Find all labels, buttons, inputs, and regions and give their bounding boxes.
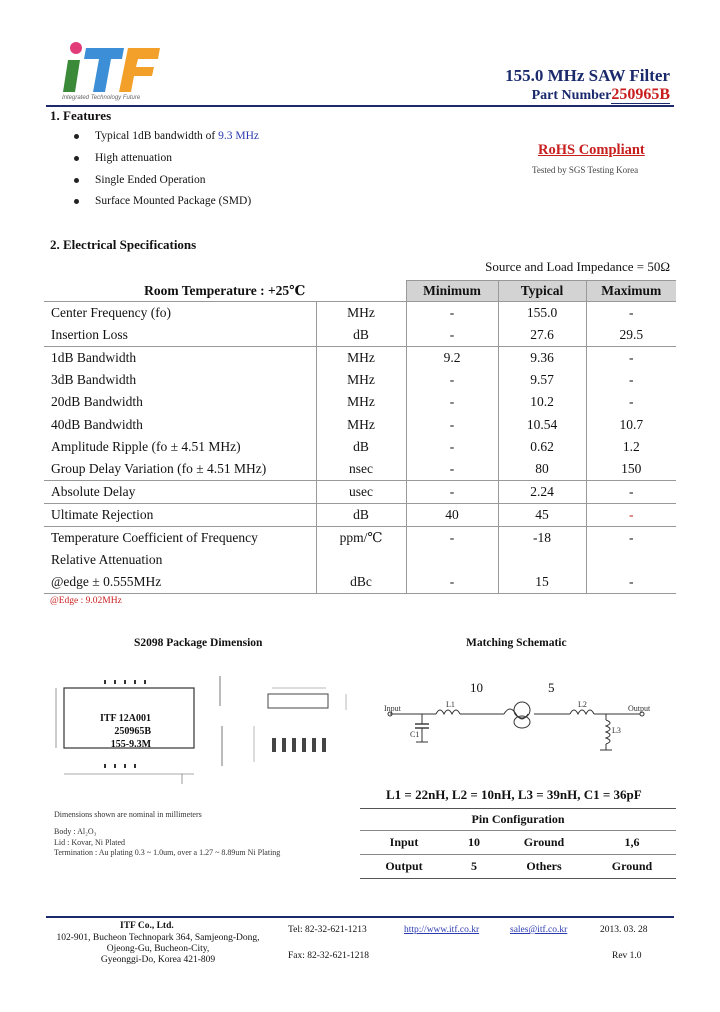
matching-caption: Matching Schematic — [466, 637, 567, 649]
website-link[interactable]: http://www.itf.co.kr — [404, 925, 480, 935]
marking-line: 155-9.3M — [110, 739, 152, 750]
footer-divider — [46, 916, 674, 918]
table-row: Input 10 Ground 1,6 — [360, 831, 676, 855]
bullet-icon — [74, 178, 79, 183]
document-date: 2013. 03. 28 — [600, 925, 648, 935]
pin-config-title: Pin Configuration — [360, 809, 676, 831]
port-label-left: 10 — [470, 680, 483, 695]
table-row: Ultimate Rejection dB 40 45 - — [44, 503, 676, 526]
table-row: Relative Attenuation — [44, 549, 676, 571]
col-maximum: Maximum — [586, 281, 676, 302]
company-address: 102-901, Bucheon Technopark 364, Samjeong-Dong, Ojeong-Gu, Bucheon-City, Gyeonggi-Do, Korea 421-809 — [56, 933, 260, 965]
header-divider — [46, 105, 674, 107]
impedance-note: Source and Load Impedance = 50Ω — [485, 259, 670, 274]
l3-label: L3 — [612, 726, 621, 735]
table-row: 20dB Bandwidth MHz - 10.2 - — [44, 391, 676, 413]
col-typical: Typical — [498, 281, 586, 302]
bullet-icon — [74, 199, 79, 204]
bullet-icon — [74, 156, 79, 161]
bullet-icon — [74, 134, 79, 139]
marking-line: ITF 12A001 — [100, 713, 152, 724]
telephone: Tel: 82-32-621-1213 — [288, 925, 367, 935]
l1-label: L1 — [446, 700, 455, 709]
table-row: Temperature Coefficient of Frequency ppm/℃ - -18 - — [44, 526, 676, 549]
table-row: Center Frequency (fo) MHz - 155.0 - — [44, 302, 676, 325]
component-values: L1 = 22nH, L2 = 10nH, L3 = 39nH, C1 = 36pF — [386, 787, 642, 802]
table-row: @edge ± 0.555MHz dBc - 15 - — [44, 571, 676, 594]
col-minimum: Minimum — [406, 281, 498, 302]
pin-title-row — [360, 809, 676, 831]
dimension-note: Dimensions shown are nominal in millimeters — [54, 810, 202, 819]
feature-item: Surface Mounted Package (SMD) — [74, 195, 251, 207]
features-heading: 1. Features — [50, 108, 112, 123]
l2-label: L2 — [578, 700, 587, 709]
rohs-badge: RoHS Compliant — [538, 142, 645, 158]
table-row: 3dB Bandwidth MHz - 9.57 - — [44, 369, 676, 391]
part-number: 250965B — [611, 86, 670, 103]
email-link[interactable]: sales@itf.co.kr — [510, 925, 568, 935]
fax: Fax: 82-32-621-1218 — [288, 951, 370, 961]
table-row: Amplitude Ripple (fo ± 4.51 MHz) dB - 0.62 1.2 — [44, 436, 676, 458]
document-title: 155.0 MHz SAW Filter — [505, 66, 670, 85]
spec-header-row — [44, 281, 676, 302]
feature-item: Single Ended Operation — [74, 174, 206, 186]
package-marking — [100, 712, 151, 751]
table-row: Output 5 Others Ground — [360, 855, 676, 879]
body-material: Body : Al₂O₃ — [54, 827, 97, 836]
room-temperature: Room Temperature : +25℃ — [44, 281, 406, 302]
input-label: Input — [384, 704, 401, 713]
electrical-heading: 2. Electrical Specifications — [50, 237, 197, 252]
table-row: Absolute Delay usec - 2.24 - — [44, 480, 676, 503]
part-number-line — [532, 86, 670, 104]
feature-highlight: 9.3 MHz — [218, 130, 260, 142]
pin-configuration-table — [360, 808, 676, 879]
feature-item: High attenuation — [74, 152, 172, 164]
revision: Rev 1.0 — [612, 951, 642, 961]
table-row: 1dB Bandwidth MHz 9.2 9.36 - — [44, 347, 676, 370]
table-row: Insertion Loss dB - 27.6 29.5 — [44, 324, 676, 347]
table-row: 40dB Bandwidth MHz - 10.54 10.7 — [44, 413, 676, 435]
c1-label: C1 — [410, 730, 420, 739]
package-caption: S2098 Package Dimension — [134, 637, 263, 649]
table-row: Group Delay Variation (fo ± 4.51 MHz) nsec - 80 150 — [44, 458, 676, 481]
lid-material: Lid : Kovar, Ni Plated — [54, 838, 125, 847]
logo-tagline: Integrated Technology Future — [62, 95, 141, 101]
spec-table — [44, 280, 676, 594]
port-label-right: 5 — [548, 680, 555, 695]
rohs-tested-by: Tested by SGS Testing Korea — [532, 165, 639, 175]
termination-note: Termination : Au plating 0.3 ~ 1.0um, over a 1.27 ~ 8.89um Ni Plating — [54, 848, 281, 857]
edge-note: @Edge : 9.02MHz — [50, 596, 122, 606]
part-number-label: Part Number — [531, 88, 612, 103]
feature-item: Typical 1dB bandwidth of 9.3 MHz — [74, 130, 259, 142]
company-name: ITF Co., Ltd. — [120, 921, 174, 931]
matching-schematic — [380, 676, 676, 772]
output-label: Output — [628, 704, 651, 713]
package-drawing — [46, 666, 356, 796]
marking-line: 250965B — [114, 726, 152, 737]
